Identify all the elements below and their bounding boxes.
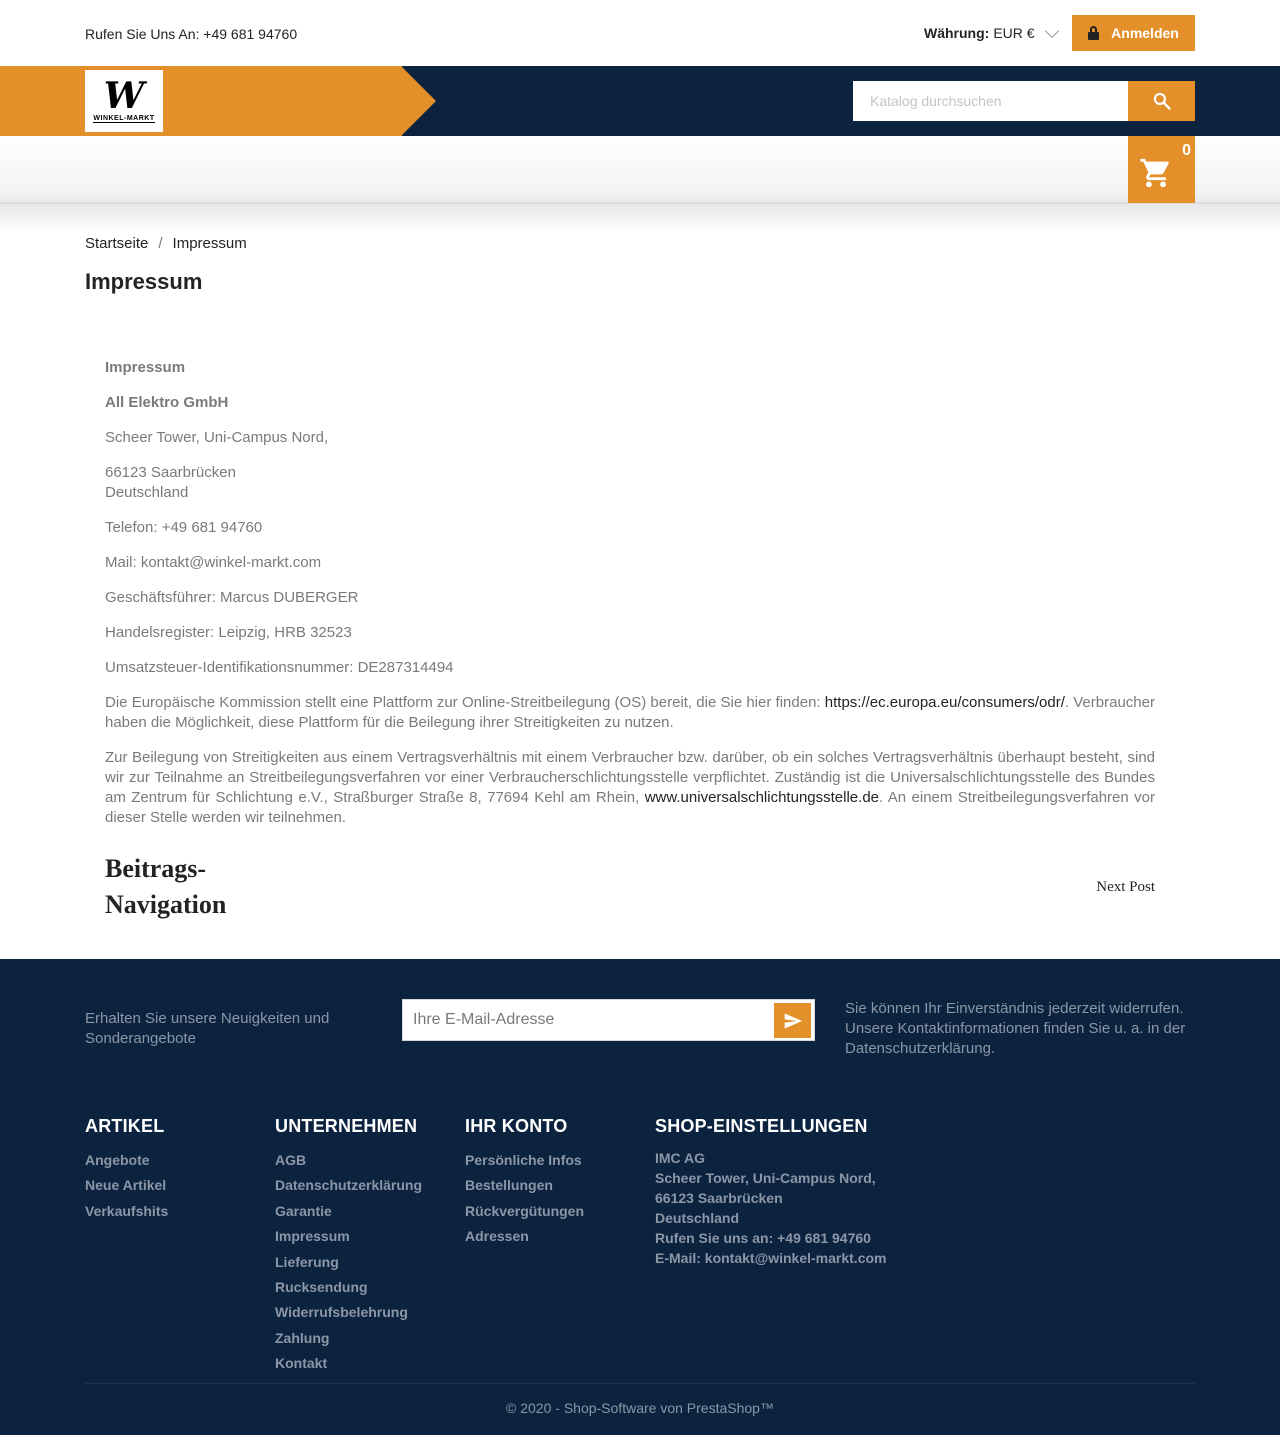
odr-paragraph [105,693,1155,733]
call-us-text: Rufen Sie Uns An: +49 681 94760 [85,26,298,42]
odr-text-after: . Verbraucher haben die Möglichkeit, diese Plattform für die Beilegung ihrer Streitigkeiten zu nutzen. [105,694,1155,731]
breadcrumb-current[interactable]: Impressum [172,235,247,252]
cart-button[interactable] [1128,136,1195,203]
newsletter-text: Erhalten Sie unsere Neuigkeiten und Sonderangebote [85,1010,330,1047]
odr-link[interactable]: https://ec.europa.eu/consumers/odr/ [824,694,1065,711]
footer-link[interactable]: Kontakt [275,1355,328,1372]
shop-address-line: IMC AG [655,1150,706,1166]
search-form [853,81,1195,121]
header-band [0,66,1280,136]
send-icon [782,1011,804,1031]
currency-selector[interactable] [924,25,1057,41]
footer-link[interactable]: Widerrufsbelehrung [275,1304,408,1321]
newsletter-info: Sie können Ihr Einverständnis jederzeit widerrufen. Unsere Kontaktinformationen finden Sie u. a. in der Datenschutzerklärung. [845,1000,1186,1057]
breadcrumb-separator: / [158,235,163,252]
vat-line: Umsatzsteuer-Identifikationsnummer: DE287314494 [105,659,454,676]
newsletter-submit-button[interactable] [774,1003,811,1038]
ceo-line: Geschäftsführer: Marcus DUBERGER [105,589,359,606]
footer-link[interactable]: Adressen [465,1228,529,1245]
footer-link[interactable]: Bestellungen [465,1177,553,1194]
footer-col-title: SHOP-EINSTELLUNGEN [655,1116,868,1136]
lock-icon [1088,26,1099,40]
search-input[interactable] [853,81,1128,121]
shop-address [655,1148,886,1268]
copyright: © 2020 - Shop-Software von PrestaShop™ [506,1400,774,1416]
shop-address-line: Deutschland [655,1210,740,1226]
logo-text: WINKEL-MARKT [93,115,155,122]
footer-link[interactable]: Lieferung [275,1253,339,1270]
search-button[interactable] [1128,81,1195,121]
shop-address-line: 66123 Saarbrücken [655,1190,783,1206]
address-line1: Scheer Tower, Uni-Campus Nord, [105,429,329,446]
newsletter-form [402,999,815,1041]
breadcrumb-home[interactable]: Startseite [85,235,149,252]
shopping-cart-icon [1138,156,1174,190]
currency-value: EUR € [993,25,1035,41]
logo-mark: W [103,75,145,117]
impressum-content [105,358,1155,843]
content-heading: Impressum [105,359,186,376]
footer-col-title: IHR KONTO [465,1116,568,1136]
footer-divider [85,1383,1195,1384]
footer-link[interactable]: Angebote [85,1152,150,1168]
company-name: All Elektro GmbH [105,394,229,411]
top-bar [0,0,1280,66]
footer-link[interactable]: Neue Artikel [85,1177,167,1194]
search-icon [1152,91,1172,111]
shop-logo[interactable] [85,70,163,132]
odr-text: Die Europäische Kommission stellt eine Plattform zur Online-Streitbeilegung (OS) bereit, die Sie hier finden: [105,694,825,711]
footer-link[interactable]: Rucksendung [275,1279,368,1296]
shop-email-line[interactable]: E-Mail: kontakt@winkel-markt.com [655,1250,887,1266]
footer-link[interactable]: Datenschutzerklärung [275,1177,423,1194]
footer-link[interactable]: Zahlung [275,1329,330,1346]
menu-strip [0,136,1280,233]
dispute-paragraph [105,748,1155,828]
shop-address-line: Scheer Tower, Uni-Campus Nord, [655,1170,876,1186]
footer-link[interactable]: Impressum [275,1228,350,1245]
dispute-text-after: . An einem Streitbeilegungsverfahren vor dieser Stelle werden wir teilnehmen. [105,789,1155,826]
chevron-down-icon [1044,23,1058,37]
address-block [105,463,1155,503]
footer-col-title: ARTIKEL [85,1116,165,1136]
footer-col-konto [465,1116,584,1250]
footer-link[interactable]: Garantie [275,1202,332,1219]
page-title: Impressum [85,269,203,294]
footer-link[interactable]: Verkaufshits [85,1202,169,1219]
phone-line: Telefon: +49 681 94760 [105,519,263,536]
footer-col-artikel [85,1116,168,1224]
login-button[interactable] [1072,15,1195,51]
dispute-text: Zur Beilegung von Streitigkeiten aus einem Vertragsverhältnis mit einem Verbraucher bzw. darüber, ob ein solches Vertragsverhältnis überhaupt besteht, sind wir zur Teilnahme an Streitbeilegungsverfahren vor einer Verbraucherschlichtungsstelle verpflichtet. Zuständig ist die Universalschlichtungsstelle des Bundes am Zentrum für Schlichtung e.V., Straßburger Straße 8, 77694 Kehl am Rhein, [105,749,1155,806]
address-line3: Deutschland [105,484,189,501]
dispute-link[interactable]: www.universalschlichtungsstelle.de [644,789,879,806]
mail-line: Mail: kontakt@winkel-markt.com [105,554,322,571]
register-line: Handelsregister: Leipzig, HRB 32523 [105,624,352,641]
next-post-link[interactable]: Next Post [1096,879,1155,895]
footer [0,959,1280,1435]
breadcrumb [85,235,247,252]
footer-link[interactable]: Rückvergütungen [465,1202,585,1219]
footer-col-shop-settings [655,1116,886,1268]
footer-col-unternehmen [275,1116,422,1377]
footer-link[interactable]: AGB [275,1152,307,1168]
cart-count: 0 [1182,142,1191,159]
post-navigation-title: Beitrags-Navigation [105,854,227,919]
address-line2: 66123 Saarbrücken [105,464,236,481]
newsletter-email-input[interactable] [413,1000,763,1040]
login-label: Anmelden [1111,25,1179,41]
footer-link[interactable]: Persönliche Infos [465,1152,582,1168]
shop-phone-line: Rufen Sie uns an: +49 681 94760 [655,1230,871,1246]
footer-col-title: UNTERNEHMEN [275,1116,418,1136]
currency-label: Währung: [924,25,990,41]
